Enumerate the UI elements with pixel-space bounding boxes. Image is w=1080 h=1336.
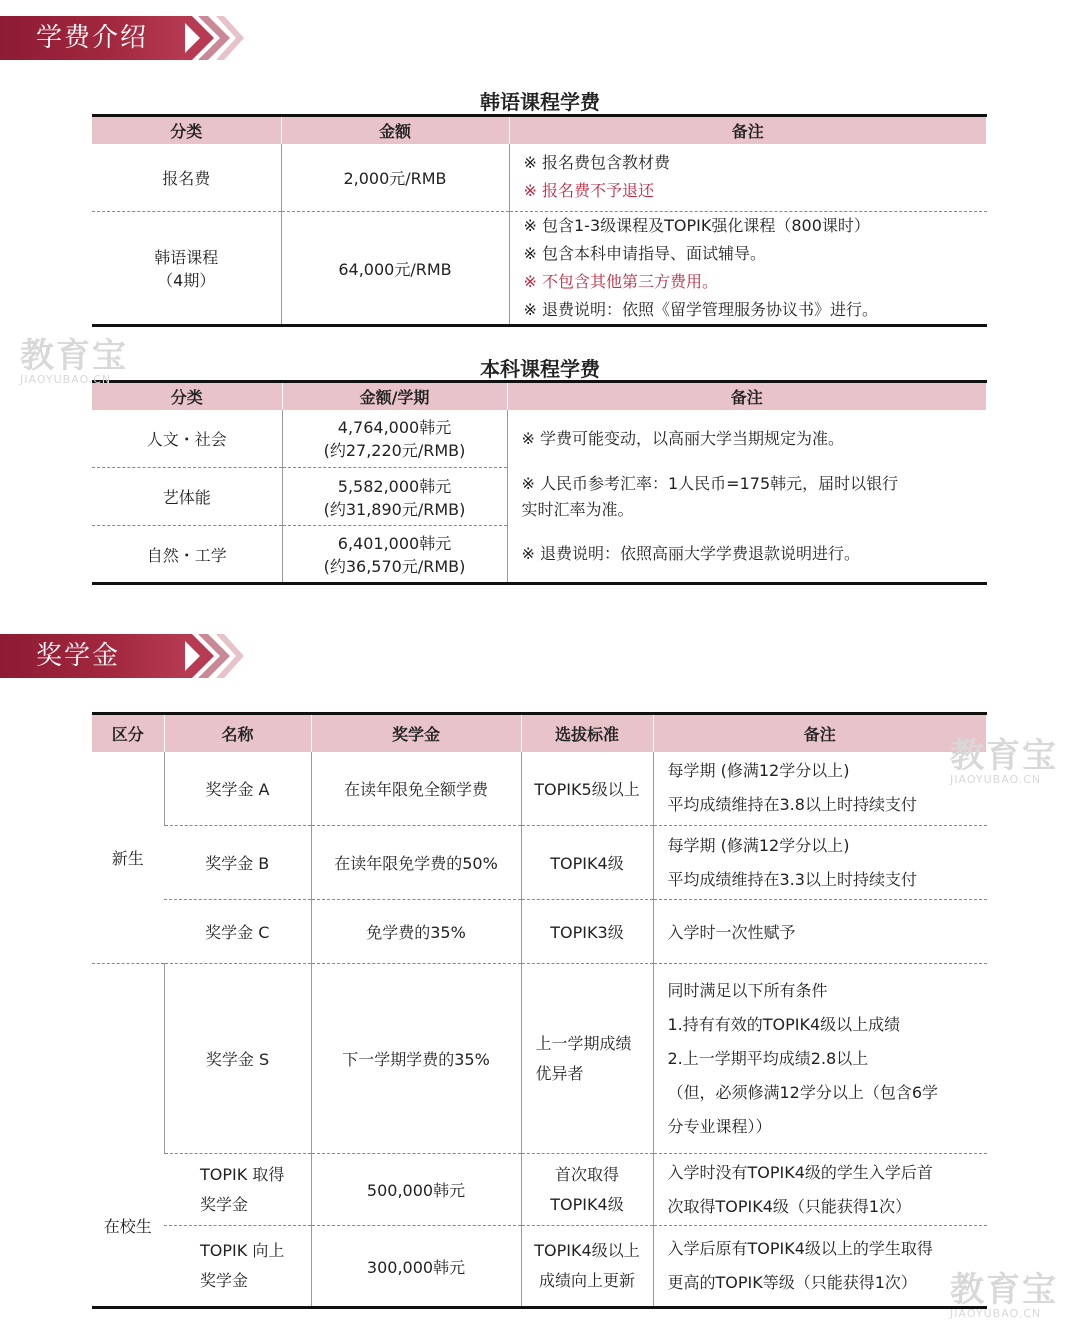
category-cell: 报名费 <box>92 144 281 212</box>
criteria-cell <box>521 964 653 1154</box>
name-cell: 奖学金 C <box>164 900 311 964</box>
group-cell-new: 新生 <box>92 752 164 964</box>
watermark <box>950 728 1058 786</box>
notes-cell: 入学时一次性赋予 <box>653 900 987 964</box>
note-line: 平均成绩维持在3.8以上时持续支付 <box>667 795 917 815</box>
note-line: 更高的TOPIK等级（只能获得1次） <box>667 1273 917 1292</box>
scholarship-section-banner <box>0 634 245 678</box>
award-cell: 下一学期学费的35% <box>311 964 521 1154</box>
notes-cell <box>653 826 987 900</box>
amount-cell <box>282 526 507 584</box>
header-amount: 金额 <box>281 116 509 144</box>
korean-fees-table <box>92 114 987 327</box>
award-cell: 在读年限免学费的50% <box>311 826 521 900</box>
table-row <box>92 752 987 826</box>
criteria-cell: TOPIK5级以上 <box>521 752 653 826</box>
notes-cell: ※ 学费可能变动，以高丽大学当期规定为准。 <box>507 410 987 468</box>
table-row <box>92 212 987 326</box>
watermark-text: 教育宝 <box>950 1270 1058 1310</box>
amount-cell: 64,000元/RMB <box>281 212 509 326</box>
watermark-url: JIAOYUBAO.CN <box>950 1307 1042 1320</box>
scholarship-table <box>92 712 987 1309</box>
header-notes: 备注 <box>509 116 987 144</box>
header-group: 区分 <box>92 714 164 752</box>
header-name: 名称 <box>164 714 311 752</box>
header-amount: 金额/学期 <box>282 382 507 410</box>
award-cell: 500,000韩元 <box>311 1154 521 1226</box>
criteria-line: TOPIK4级 <box>550 1194 624 1214</box>
note-line: 每学期 (修满12学分以上) <box>667 835 850 855</box>
fees-section-title: 学费介绍 <box>36 23 149 53</box>
note-line: ※ 包含本科申请指导、面试辅导。 <box>523 244 766 263</box>
table-row <box>92 826 987 900</box>
table-row <box>92 1154 987 1226</box>
note-line: 次取得TOPIK4级（只能获得1次） <box>667 1196 912 1216</box>
amount-cell: 2,000元/RMB <box>281 144 509 212</box>
note-line: ※ 人民币参考汇率：1人民币=175韩元，届时以银行 <box>521 473 899 493</box>
name-cell <box>164 1226 311 1308</box>
name-cell: 奖学金 S <box>164 964 311 1154</box>
criteria-cell: TOPIK4级 <box>521 826 653 900</box>
criteria-line: 上一学期成绩 <box>535 1033 632 1053</box>
table-row <box>92 1226 987 1308</box>
chevron-arrows-icon <box>178 16 248 60</box>
note-line: 同时满足以下所有条件 <box>667 980 828 1000</box>
name-line: TOPIK 取得 <box>200 1164 285 1184</box>
name-cell: 奖学金 B <box>164 826 311 900</box>
criteria-cell: TOPIK3级 <box>521 900 653 964</box>
amount-cell <box>282 468 507 526</box>
award-cell: 免学费的35% <box>311 900 521 964</box>
amount-cell <box>282 410 507 468</box>
header-category: 分类 <box>92 382 282 410</box>
amount-rmb: (约31,890元/RMB) <box>323 499 466 519</box>
name-line: 奖学金 <box>200 1194 249 1214</box>
note-line: ※ 报名费包含教材费 <box>523 153 670 173</box>
note-line: ※ 包含1-3级课程及TOPIK强化课程（800课时） <box>523 216 870 235</box>
header-award: 奖学金 <box>311 714 521 752</box>
note-line: 入学后原有TOPIK4级以上的学生取得 <box>667 1239 933 1258</box>
category-sub-label: （4期） <box>157 271 216 290</box>
criteria-line: 成绩向上更新 <box>538 1271 635 1290</box>
criteria-line: TOPIK4级以上 <box>534 1241 640 1260</box>
scholarship-section-title: 奖学金 <box>36 641 121 671</box>
category-cell: 艺体能 <box>92 468 282 526</box>
table-row <box>92 526 987 584</box>
name-cell: 奖学金 A <box>164 752 311 826</box>
name-cell <box>164 1154 311 1226</box>
notes-cell <box>653 1226 987 1308</box>
table-row <box>92 468 987 526</box>
header-notes: 备注 <box>653 714 987 752</box>
undergrad-fees-table <box>92 380 987 585</box>
korean-fees-title: 韩语课程学费 <box>480 90 600 114</box>
notes-cell <box>509 144 987 212</box>
watermark-url: JIAOYUBAO.CN <box>950 773 1042 786</box>
note-line: 1.持有有效的TOPIK4级以上成绩 <box>667 1014 901 1034</box>
note-line: 平均成绩维持在3.3以上时持续支付 <box>667 869 917 889</box>
note-line: 实时汇率为准。 <box>521 499 634 519</box>
watermark <box>20 328 128 386</box>
note-line-warning: ※ 不包含其他第三方费用。 <box>523 272 718 291</box>
award-cell: 300,000韩元 <box>311 1226 521 1308</box>
note-line: （但，必须修满12学分以上（包含6学 <box>667 1082 939 1102</box>
watermark-text: 教育宝 <box>20 336 128 376</box>
criteria-line: 首次取得 <box>554 1164 619 1184</box>
chevron-arrows-icon <box>178 634 248 678</box>
table-row <box>92 900 987 964</box>
amount-krw: 5,582,000韩元 <box>337 476 452 496</box>
notes-cell <box>653 1154 987 1226</box>
header-category: 分类 <box>92 116 281 144</box>
undergrad-fees-title: 本科课程学费 <box>480 357 600 381</box>
notes-cell: ※ 退费说明：依照高丽大学学费退款说明进行。 <box>507 526 987 584</box>
note-line-warning: ※ 报名费不予退还 <box>523 181 654 201</box>
notes-cell <box>509 212 987 326</box>
notes-cell <box>507 468 987 526</box>
note-line: 分专业课程）） <box>667 1116 772 1136</box>
name-line: 奖学金 <box>200 1271 249 1290</box>
criteria-cell <box>521 1226 653 1308</box>
note-line: 每学期 (修满12学分以上) <box>667 761 850 781</box>
table-row <box>92 144 987 212</box>
amount-rmb: (约36,570元/RMB) <box>323 557 466 576</box>
notes-cell <box>653 752 987 826</box>
name-line: TOPIK 向上 <box>200 1241 285 1260</box>
criteria-line: 优异者 <box>535 1063 584 1083</box>
watermark <box>950 1262 1058 1320</box>
award-cell: 在读年限免全额学费 <box>311 752 521 826</box>
amount-krw: 6,401,000韩元 <box>337 534 452 553</box>
category-cell <box>92 212 281 326</box>
header-criteria: 选拔标准 <box>521 714 653 752</box>
amount-rmb: (约27,220元/RMB) <box>323 441 466 461</box>
category-label: 韩语课程 <box>154 248 219 267</box>
note-line: 2.上一学期平均成绩2.8以上 <box>667 1048 869 1068</box>
group-cell-current: 在校生 <box>103 1216 152 1236</box>
watermark-url: JIAOYUBAO.CN <box>20 373 112 386</box>
criteria-cell <box>521 1154 653 1226</box>
note-line: ※ 退费说明：依照《留学管理服务协议书》进行。 <box>523 300 878 319</box>
table-row <box>92 964 987 1154</box>
watermark-text: 教育宝 <box>950 736 1058 776</box>
notes-cell <box>653 964 987 1154</box>
fees-section-banner <box>0 16 245 60</box>
category-cell: 人文・社会 <box>92 410 282 468</box>
header-notes: 备注 <box>507 382 987 410</box>
category-cell: 自然・工学 <box>146 545 227 565</box>
note-line: 入学时没有TOPIK4级的学生入学后首 <box>667 1162 933 1182</box>
table-row <box>92 410 987 468</box>
amount-krw: 4,764,000韩元 <box>337 418 452 438</box>
